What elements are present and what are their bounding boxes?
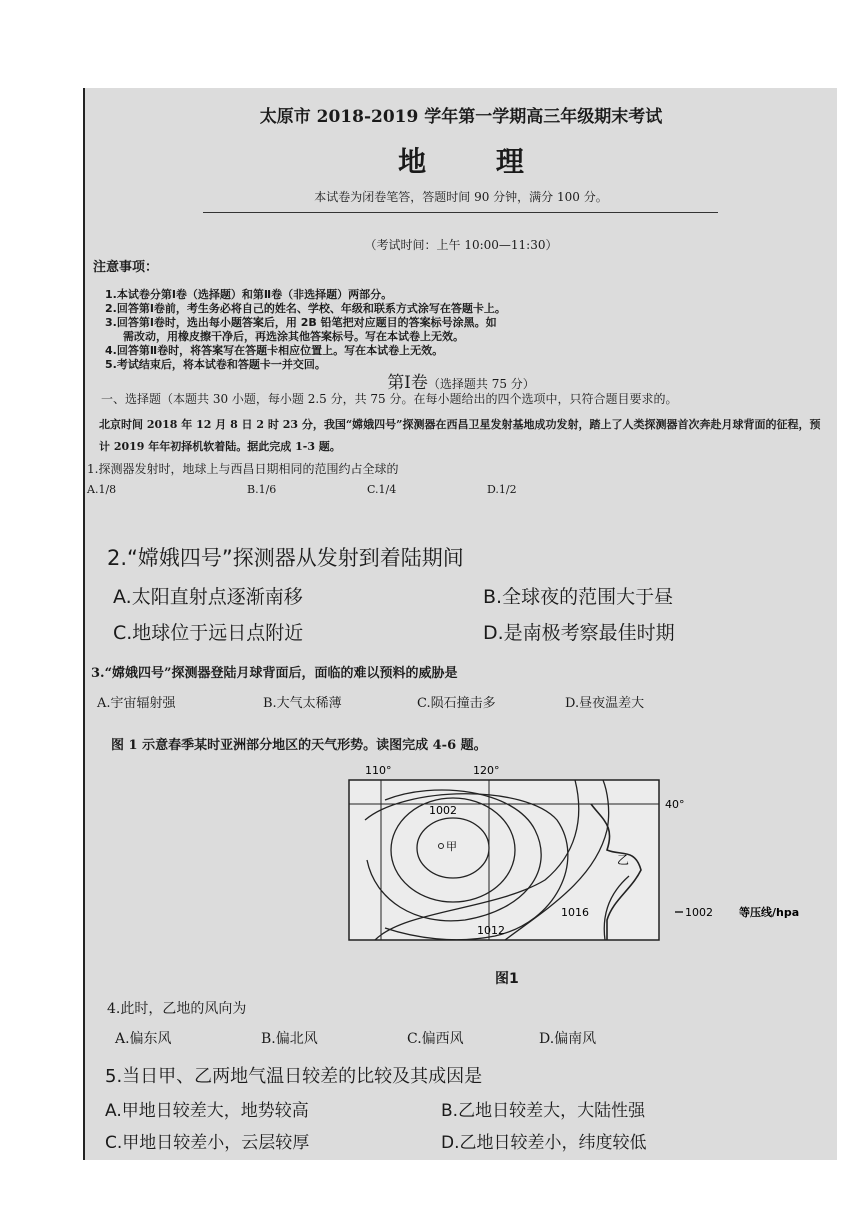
option-b: B.偏北风 — [261, 1031, 318, 1047]
options-row — [87, 483, 587, 503]
option-b: B.1/6 — [247, 483, 277, 496]
legend-label: 等压线/hpa — [739, 906, 800, 919]
notice-item: 3.回答第Ⅰ卷时，选出每小题答案后，用 2B 铅笔把对应题目的答案标号涂黑。如 — [105, 316, 497, 329]
weather-map-figure — [345, 760, 829, 1000]
section-title-text: 第Ⅰ卷 — [387, 373, 428, 393]
isobar-label-1012: 1012 — [477, 924, 505, 937]
question-3: 3.“嫦娥四号”探测器登陆月球背面后，面临的难以预料的威胁是 — [91, 666, 458, 681]
exam-time: （考试时间：上午 10:00—11:30） — [364, 238, 558, 252]
option-b: B.乙地日较差大，大陆性强 — [441, 1101, 646, 1121]
option-b: B.全球夜的范围大于昼 — [483, 586, 674, 608]
option-d: D.1/2 — [487, 483, 517, 496]
option-b: B.大气太稀薄 — [263, 696, 342, 711]
notice-heading: 注意事项： — [93, 260, 159, 275]
option-c: C.1/4 — [367, 483, 397, 496]
option-a: A.宇宙辐射强 — [97, 696, 176, 711]
option-c: C.甲地日较差小，云层较厚 — [105, 1133, 310, 1153]
figure-intro: 图 1 示意春季某时亚洲部分地区的天气形势。读图完成 4-6 题。 — [111, 738, 487, 753]
option-d: D.昼夜温差大 — [565, 696, 645, 711]
notice-item: 需改动，用橡皮擦干净后，再选涂其他答案标号。写在本试卷上无效。 — [123, 330, 464, 343]
option-d: D.偏南风 — [539, 1031, 597, 1047]
notice-item: 1.本试卷分第Ⅰ卷（选择题）和第Ⅱ卷（非选择题）两部分。 — [105, 288, 393, 301]
notice-item: 4.回答第Ⅱ卷时，将答案写在答题卡相应位置上。写在本试卷上无效。 — [105, 344, 444, 357]
question-2 — [107, 542, 464, 572]
longitude-110-label: 110° — [365, 764, 392, 777]
section-title-note: （选择题共 75 分） — [427, 377, 535, 391]
exam-title: 太原市 2018-2019 学年第一学期高三年级期末考试 — [259, 107, 663, 127]
question-stem: 2.“嫦娥四号”探测器从发射到着陆期间 — [107, 546, 464, 570]
legend-value: 1002 — [685, 906, 713, 919]
point-jia-label: 甲 — [446, 840, 457, 853]
point-yi-label: 乙 — [617, 853, 630, 867]
option-a: A.偏东风 — [115, 1031, 172, 1047]
isobar-label-1002: 1002 — [429, 804, 457, 817]
longitude-120-label: 120° — [473, 764, 500, 777]
reading-passage: 北京时间 2018 年 12 月 8 日 2 时 23 分，我国“嫦娥四号”探测器在西昌卫星发射基地成功发射，踏上了人类探测器首次奔赴月球背面的征程，预计 2019 年年初择机软着陆。据此完成 1-3 题。 — [99, 418, 821, 453]
question-1 — [87, 460, 587, 503]
option-a: A.1/8 — [87, 483, 117, 496]
exam-page — [83, 88, 837, 1160]
question-stem: 1.探测器发射时，地球上与西昌日期相同的范围约占全球的 — [87, 462, 399, 476]
notice-list — [105, 288, 506, 372]
option-c: C.陨石撞击多 — [417, 696, 496, 711]
notice-item: 5.考试结束后，将本试卷和答题卡一并交回。 — [105, 358, 326, 371]
question-4: 4.此时，乙地的风向为 — [107, 1001, 247, 1017]
section-description: 一、选择题（本题共 30 小题，每小题 2.5 分，共 75 分。在每小题给出的四个选项中，只符合题目要求的。 — [101, 392, 678, 406]
option-a: A.甲地日较差大，地势较高 — [105, 1101, 309, 1121]
question-5: 5.当日甲、乙两地气温日较差的比较及其成因是 — [105, 1066, 483, 1087]
option-c: C.地球位于远日点附近 — [113, 622, 304, 644]
subject-title: 地 理 — [398, 145, 554, 178]
latitude-40-label: 40° — [665, 798, 685, 811]
header-divider — [203, 212, 718, 213]
isobar-label-1016: 1016 — [561, 906, 589, 919]
exam-note: 本试卷为闭卷笔答，答题时间 90 分钟，满分 100 分。 — [314, 190, 608, 204]
notice-item: 2.回答第Ⅰ卷前，考生务必将自己的姓名、学校、年级和联系方式涂写在答题卡上。 — [105, 302, 506, 315]
option-a: A.太阳直射点逐渐南移 — [113, 586, 303, 608]
option-c: C.偏西风 — [407, 1031, 464, 1047]
option-d: D.乙地日较差小，纬度较低 — [441, 1133, 647, 1153]
figure-caption: 图1 — [495, 971, 519, 987]
option-d: D.是南极考察最佳时期 — [483, 622, 675, 644]
